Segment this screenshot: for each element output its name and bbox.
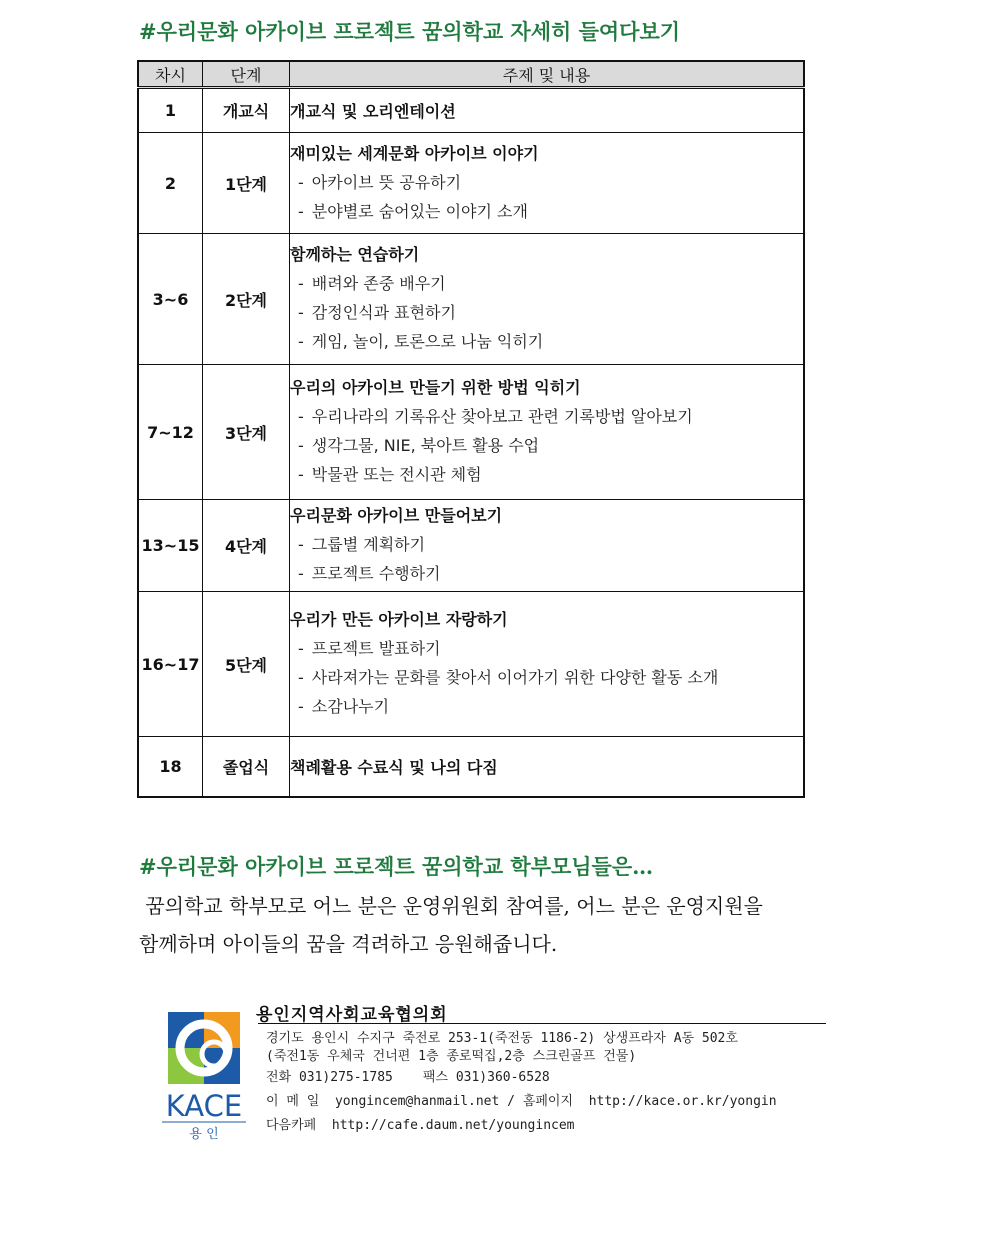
table-row xyxy=(138,234,804,365)
list-item: - 그룹별 계획하기 xyxy=(298,535,426,554)
session-cell: 7~12 xyxy=(138,365,203,500)
org-name: 용인지역사회교육협의회 xyxy=(256,1005,448,1025)
stage-cell: 2단계 xyxy=(203,234,290,365)
header-content: 주제 및 내용 xyxy=(290,61,805,88)
kace-logo xyxy=(158,1008,252,1143)
content-cell xyxy=(290,88,805,133)
list-item: - 소감나누기 xyxy=(298,697,390,716)
session-cell: 3~6 xyxy=(138,234,203,365)
parents-paragraph xyxy=(139,887,851,963)
table-row xyxy=(138,500,804,592)
stage-cell: 1단계 xyxy=(203,133,290,234)
schedule-table xyxy=(137,60,805,798)
stage-cell: 3단계 xyxy=(203,365,290,500)
content-title: 우리문화 아카이브 만들어보기 xyxy=(290,506,503,525)
content-title: 재미있는 세계문화 아카이브 이야기 xyxy=(290,143,539,163)
table-row xyxy=(138,365,804,500)
table-row xyxy=(138,592,804,737)
content-cell xyxy=(290,133,805,234)
session-cell: 1 xyxy=(138,88,203,133)
paragraph-line: 함께하며 아이들의 꿈을 격려하고 응원해줍니다. xyxy=(139,932,558,956)
fax-text: 팩스 031)360-6528 xyxy=(422,1070,550,1085)
address-line: 경기도 용인시 수지구 죽전로 253-1(죽전동 1186-2) 상생프라자 A동 502호 xyxy=(266,1031,738,1046)
content-cell xyxy=(290,737,805,797)
section-heading-parents: #우리문화 아카이브 프로젝트 꿈의학교 학부모님들은… xyxy=(139,854,654,879)
org-divider xyxy=(258,1023,826,1024)
content-cell xyxy=(290,592,805,737)
content-title: 개교식 및 오리엔테이션 xyxy=(290,102,456,121)
list-item: - 프로젝트 발표하기 xyxy=(298,639,441,658)
list-item: - 배려와 존중 배우기 xyxy=(298,274,446,293)
paragraph-line: 꿈의학교 학부모로 어느 분은 운영위원회 참여를, 어느 분은 운영지원을 xyxy=(139,894,763,918)
table-row xyxy=(138,737,804,797)
phone-text: 전화 031)275-1785 xyxy=(266,1070,393,1085)
list-item: - 분야별로 숨어있는 이야기 소개 xyxy=(298,201,528,221)
list-item: - 박물관 또는 전시관 체험 xyxy=(298,465,482,484)
logo-text: KACE xyxy=(165,1089,243,1123)
list-item: - 프로젝트 수행하기 xyxy=(298,564,441,583)
list-item: - 감정인식과 표현하기 xyxy=(298,303,456,322)
stage-cell: 5단계 xyxy=(203,592,290,737)
content-cell xyxy=(290,365,805,500)
cafe-line: 다음카페 http://cafe.daum.net/youngincem xyxy=(266,1118,575,1133)
content-title: 우리의 아카이브 만들기 위한 방법 익히기 xyxy=(290,378,581,397)
contact-lines xyxy=(266,1030,777,1138)
list-item: - 사라져가는 문화를 찾아서 이어가기 위한 다양한 활동 소개 xyxy=(298,668,719,687)
table-row xyxy=(138,88,804,133)
table-row xyxy=(138,133,804,234)
content-cell xyxy=(290,234,805,365)
list-item: - 우리나라의 기록유산 찾아보고 관련 기록방법 알아보기 xyxy=(298,407,693,426)
header-session: 차시 xyxy=(138,61,203,88)
content-title: 함께하는 연습하기 xyxy=(290,245,420,264)
content-title: 책례활용 수료식 및 나의 다짐 xyxy=(290,757,498,777)
session-cell: 2 xyxy=(138,133,203,234)
logo-subtext: 용 인 xyxy=(189,1127,219,1142)
header-stage: 단계 xyxy=(203,61,290,88)
session-cell: 16~17 xyxy=(138,592,203,737)
list-item: - 생각그물, NIE, 북아트 활용 수업 xyxy=(298,436,540,455)
list-item: - 아카이브 뜻 공유하기 xyxy=(298,172,462,192)
footer-contact xyxy=(158,1000,838,1150)
content-cell xyxy=(290,500,805,592)
phone-fax-line xyxy=(266,1066,777,1090)
address-line: (죽전1동 우체국 건너편 1층 종로떡집,2층 스크린골프 건물) xyxy=(266,1049,637,1064)
section-heading-details: #우리문화 아카이브 프로젝트 꿈의학교 자세히 들여다보기 xyxy=(139,19,681,44)
session-cell: 18 xyxy=(138,737,203,797)
stage-cell: 4단계 xyxy=(203,500,290,592)
list-item: - 게임, 놀이, 토론으로 나눔 익히기 xyxy=(298,332,544,351)
stage-cell: 개교식 xyxy=(203,88,290,133)
stage-cell: 졸업식 xyxy=(203,737,290,797)
email-homepage-line: 이 메 일 yongincem@hanmail.net / 홈페이지 http://kace.or.kr/yongin xyxy=(266,1094,777,1109)
session-cell: 13~15 xyxy=(138,500,203,592)
content-title: 우리가 만든 아카이브 자랑하기 xyxy=(290,610,508,629)
table-header-row xyxy=(138,61,804,88)
